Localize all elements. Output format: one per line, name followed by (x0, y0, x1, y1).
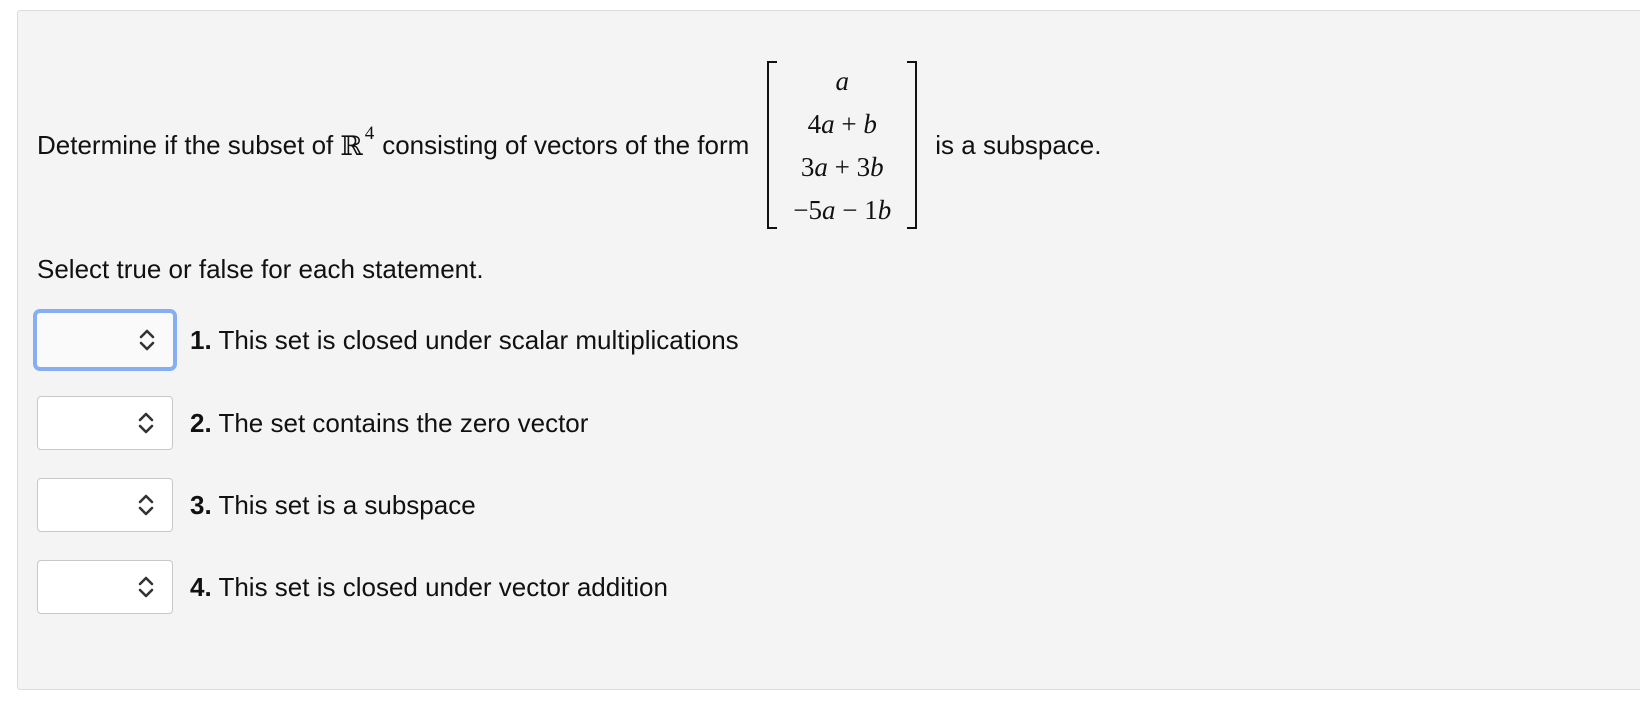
true-false-select-4[interactable] (37, 560, 173, 614)
real-space-symbol (340, 122, 375, 162)
statement-label-1 (190, 325, 739, 356)
true-false-select-3[interactable] (37, 478, 173, 532)
matrix-entry-1: a (835, 65, 850, 96)
question-prefix: Determine if the subset of (37, 129, 334, 160)
statement-number: 1. (190, 324, 212, 355)
statement-label-2 (190, 408, 588, 439)
question-panel (17, 10, 1640, 690)
vector-matrix (767, 59, 917, 231)
instruction-text: Select true or false for each statement. (37, 254, 484, 284)
statement-number: 4. (190, 571, 212, 602)
true-false-select-1[interactable] (33, 309, 177, 371)
statement-row-4 (37, 558, 668, 616)
matrix-right-bracket (907, 61, 917, 229)
statement-number: 2. (190, 407, 212, 438)
up-down-chevron-icon (139, 328, 155, 352)
true-false-select-2[interactable] (37, 396, 173, 450)
up-down-chevron-icon (138, 411, 154, 435)
real-space-letter: ℝ (340, 130, 363, 162)
question-suffix: is a subspace. (935, 129, 1102, 160)
statement-row-3 (37, 476, 476, 534)
matrix-entry-4: −5a − 1b (793, 194, 892, 225)
matrix-entry-2: 4a + b (807, 108, 877, 139)
statement-row-1 (37, 311, 739, 369)
real-space-dimension: 4 (364, 122, 375, 144)
statement-text: This set is closed under vector addition (218, 571, 668, 602)
up-down-chevron-icon (138, 493, 154, 517)
matrix-left-bracket (767, 61, 777, 229)
up-down-chevron-icon (138, 575, 154, 599)
statement-text: This set is closed under scalar multiplications (218, 324, 739, 355)
statement-row-2 (37, 394, 588, 452)
statement-label-4 (190, 572, 668, 603)
statement-text: The set contains the zero vector (218, 407, 589, 438)
statement-label-3 (190, 490, 476, 521)
matrix-entry-3: 3a + 3b (800, 151, 884, 182)
question-middle: consisting of vectors of the form (382, 129, 750, 160)
statement-number: 3. (190, 489, 212, 520)
question-text (37, 59, 1101, 231)
statement-text: This set is a subspace (218, 489, 476, 520)
